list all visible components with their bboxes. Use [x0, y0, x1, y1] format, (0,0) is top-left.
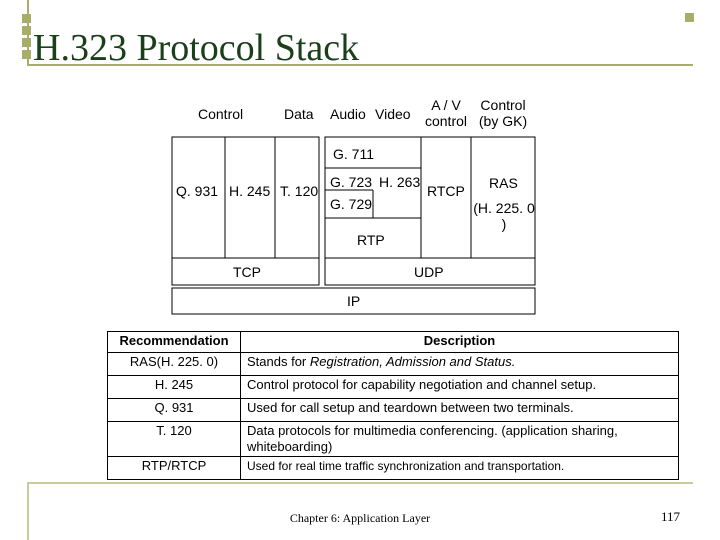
- table-cell-desc: [241, 353, 679, 376]
- label-ras-std-line1: (H. 225. 0: [473, 200, 535, 216]
- table-row: [108, 422, 679, 457]
- label-g723: G. 723: [330, 174, 373, 190]
- table-row: [108, 399, 679, 422]
- table-cell-rec: RTP/RTCP: [108, 457, 241, 480]
- label-av-control-line2: control: [424, 113, 468, 129]
- table-row: [108, 457, 679, 480]
- label-ip: IP: [347, 293, 361, 309]
- label-ras: RAS: [489, 175, 518, 191]
- label-t120: T. 120: [280, 183, 319, 199]
- label-av-control: [420, 97, 472, 129]
- slide-title: H.323 Protocol Stack: [33, 27, 360, 69]
- table-cell-desc: Used for real time traffic synchronization and transportation.: [241, 457, 679, 480]
- table-row: [108, 353, 679, 376]
- label-rtcp: RTCP: [427, 183, 465, 199]
- page-number: 117: [660, 509, 680, 524]
- label-tcp: TCP: [233, 264, 261, 280]
- label-gk-control-line1: Control: [480, 97, 526, 113]
- table-cell-rec: H. 245: [108, 376, 241, 399]
- label-udp: UDP: [414, 264, 444, 280]
- label-data: Data: [284, 106, 314, 122]
- table-cell-desc: Control protocol for capability negotiation and channel setup.: [241, 376, 679, 399]
- table-cell-desc: Data protocols for multimedia conferencing. (application sharing, whiteboarding): [241, 422, 679, 457]
- ras-box: [471, 137, 535, 258]
- h263-divider: [373, 190, 421, 218]
- label-audio: Audio: [330, 106, 366, 122]
- label-gk-control-line2: (by GK): [478, 113, 528, 129]
- label-g729: G. 729: [330, 196, 373, 212]
- header-description: Description: [241, 332, 679, 353]
- slide-footer: Chapter 6: Application Layer: [289, 511, 431, 525]
- label-ras-std: [473, 200, 535, 232]
- table-row: [108, 376, 679, 399]
- label-ras-std-line2: ): [501, 216, 507, 232]
- label-h263: H. 263: [379, 174, 421, 190]
- recommendation-table: [107, 331, 679, 480]
- desc-prefix: Stands for: [247, 354, 310, 369]
- desc-italic: Registration, Admission and Status.: [309, 354, 516, 369]
- header-recommendation: Recommendation: [108, 332, 241, 353]
- label-h245: H. 245: [229, 183, 271, 199]
- slide-rule-bottom: [27, 482, 693, 484]
- label-rtp: RTP: [357, 232, 385, 248]
- label-control: Control: [198, 106, 244, 122]
- label-g711: G. 711: [333, 146, 374, 162]
- table-cell-rec: T. 120: [108, 422, 241, 457]
- table-cell-rec: Q. 931: [108, 399, 241, 422]
- table-header-row: [108, 332, 679, 353]
- label-video: Video: [375, 106, 411, 122]
- label-gk-control: [474, 97, 532, 129]
- table-cell-desc: Used for call setup and teardown between two terminals.: [241, 399, 679, 422]
- table-cell-rec: RAS(H. 225. 0): [108, 353, 241, 376]
- label-av-control-line1: A / V: [431, 97, 461, 113]
- label-q931: Q. 931: [176, 183, 219, 199]
